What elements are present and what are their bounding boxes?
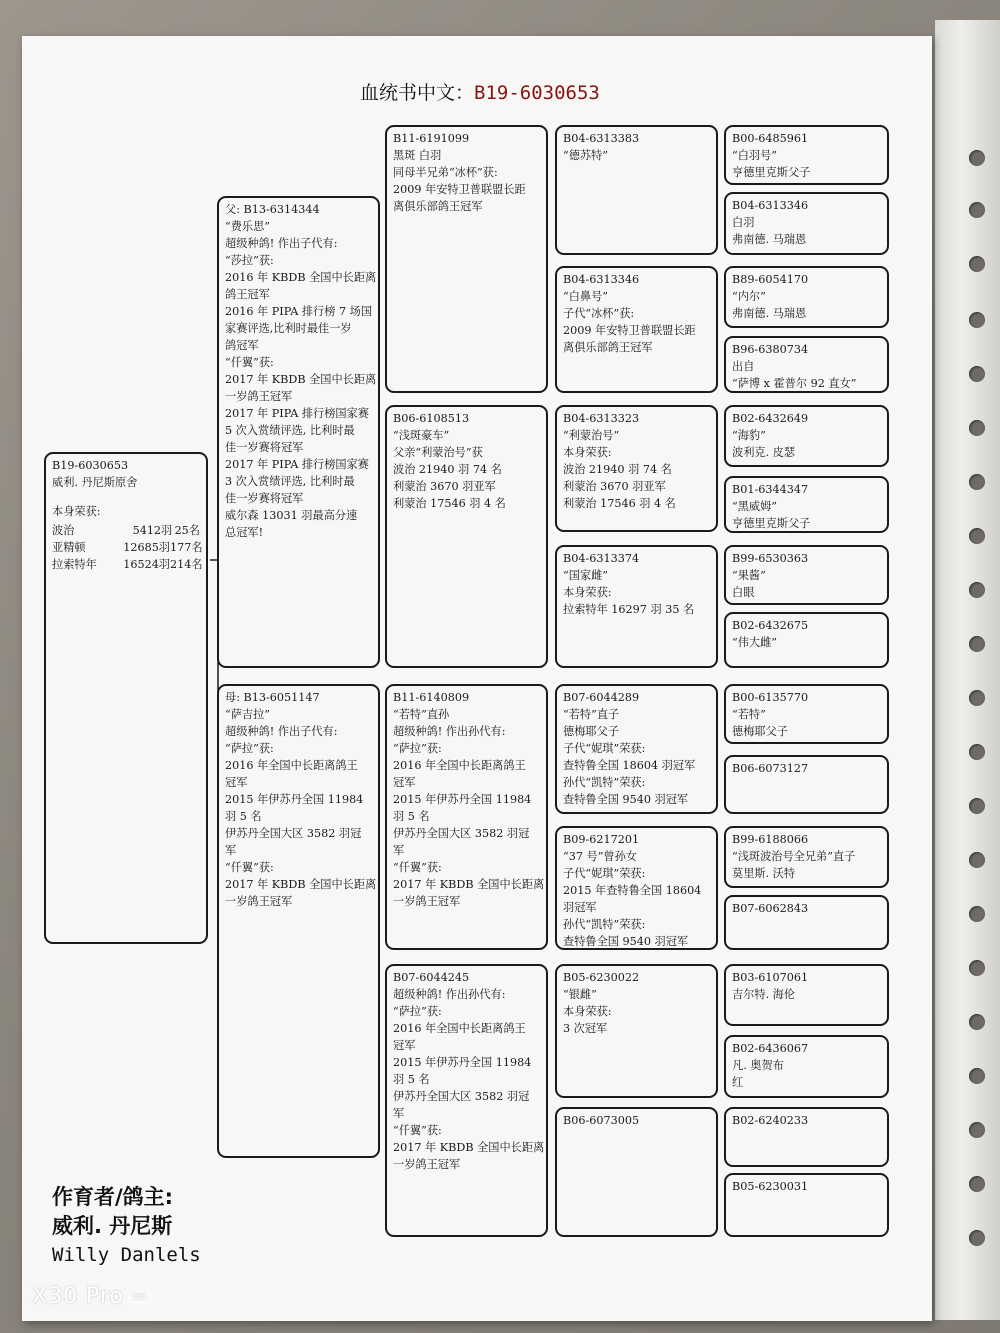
ring-number: B07-6062843 (732, 902, 809, 915)
sleeve-hole (969, 366, 985, 382)
sleeve-hole (969, 744, 985, 760)
pedigree-line: 吉尔特. 海伦 (732, 988, 796, 1001)
pedigree-line: “国家雌” (563, 569, 609, 582)
great-grandparent-box (555, 545, 718, 668)
placing: 25名 (174, 524, 200, 537)
pedigree-line: 羽 5 名 (393, 810, 430, 823)
great-grandparent-box (555, 684, 718, 814)
ring-number: B09-6217201 (563, 833, 640, 846)
ring-number: B96-6380734 (732, 343, 809, 356)
pedigree-line: 查特鲁全国 9540 羽冠军 (563, 793, 689, 806)
great-great-grandparent-box (724, 476, 889, 533)
sleeve-hole (969, 256, 985, 272)
bird-count: 16524羽 (123, 558, 170, 571)
sleeve-hole (969, 1122, 985, 1138)
great-great-grandparent-box (724, 1035, 889, 1098)
ring-number: B07-6044245 (393, 971, 470, 984)
pedigree-line: “萨拉”获: (393, 1005, 442, 1018)
ring-number: B02-6432675 (732, 619, 809, 632)
ring-number: B05-6230031 (732, 1180, 809, 1193)
pedigree-line: “37 号”曾孙女 (563, 850, 637, 863)
pedigree-line: 2016 年 PIPA 排行榜 7 场国 (225, 305, 373, 318)
title-label: 血统书中文： (360, 82, 475, 104)
pedigree-line: 2009 年安特卫普联盟长距 (393, 183, 526, 196)
great-great-grandparent-box (724, 895, 889, 950)
pedigree-line: 伊苏丹全国大区 3582 羽冠 (393, 827, 530, 840)
dam-box (217, 684, 380, 1158)
pedigree-line: 子代“妮琪”荣获: (563, 742, 646, 755)
pedigree-line: 一岁鸽王冠军 (225, 390, 293, 403)
pedigree-line: 羽 5 名 (393, 1073, 430, 1086)
pedigree-line: 凡. 奥贺布 (732, 1059, 784, 1072)
sleeve-hole (969, 636, 985, 652)
pedigree-line: 一岁鸽王冠军 (225, 895, 293, 908)
honor-row (52, 556, 203, 573)
pedigree-line: “浅斑波治号全兄弟”直子 (732, 850, 856, 863)
pedigree-line: 2017 年 PIPA 排行榜国家赛 (225, 458, 369, 471)
pedigree-line: 拉索特年 16297 羽 35 名 (563, 603, 695, 616)
great-great-grandparent-box (724, 125, 889, 185)
pedigree-line: 子代“冰杯”获: (563, 307, 635, 320)
ring-number: B00-6135770 (732, 691, 809, 704)
pedigree-line: 2016 年 KBDB 全国中长距离 (225, 271, 377, 284)
pedigree-line: 孙代“凯特”荣获: (563, 776, 646, 789)
sleeve-hole (969, 528, 985, 544)
sleeve-hole (969, 960, 985, 976)
sleeve-hole (969, 202, 985, 218)
ring-number: 父: B13-6314344 (225, 203, 320, 216)
ring-number: B99-6188066 (732, 833, 809, 846)
pedigree-line: 利蒙治 3670 羽亚军 (393, 480, 496, 493)
paternal-grandsire-box (385, 125, 548, 393)
race-name: 亚精顿 (52, 541, 86, 554)
great-great-grandparent-box (724, 755, 889, 814)
pedigree-line: “银雌” (563, 988, 597, 1001)
pedigree-line: 本身荣获: (563, 446, 612, 459)
title-ring-number: B19-6030653 (474, 82, 600, 104)
pedigree-line: 鸽冠军 (225, 339, 259, 352)
ring-number: B11-6140809 (393, 691, 470, 704)
pedigree-line: 2017 年 KBDB 全国中长距离 (225, 373, 377, 386)
ring-number: B02-6432649 (732, 412, 809, 425)
pedigree-line: 鸽王冠军 (225, 288, 270, 301)
pedigree-line: “白鼻号” (563, 290, 609, 303)
bird-count: 12685羽 (123, 541, 170, 554)
pedigree-line: 离俱乐部鸽王冠军 (393, 200, 483, 213)
pedigree-line: 本身荣获: (563, 1005, 612, 1018)
ring-number: B89-6054170 (732, 273, 809, 286)
pedigree-line: 2017 年 PIPA 排行榜国家赛 (225, 407, 369, 420)
pedigree-line: 德梅耶父子 (732, 725, 788, 738)
great-grandparent-box (555, 405, 718, 532)
sleeve-hole (969, 474, 985, 490)
pedigree-line: 波利克. 皮瑟 (732, 446, 796, 459)
great-grandparent-box (555, 826, 718, 950)
honor-row (52, 539, 203, 556)
sleeve-hole (969, 906, 985, 922)
pedigree-line: “若特” (732, 708, 766, 721)
great-great-grandparent-box (724, 684, 889, 744)
great-great-grandparent-box (724, 405, 889, 467)
pedigree-line: 军 (393, 1107, 405, 1120)
pedigree-line: “浅斑豪车” (393, 429, 450, 442)
pedigree-line: 2016 年全国中长距离鸽王 (393, 759, 526, 772)
pedigree-line: “仟翼”获: (225, 861, 274, 874)
placing: 214名 (170, 558, 203, 571)
pedigree-line: 查特鲁全国 9540 羽冠军 (563, 935, 689, 948)
ring-number: B06-6073005 (563, 1114, 640, 1127)
ring-number: B99-6530363 (732, 552, 809, 565)
pedigree-line: 利蒙治 3670 羽亚军 (563, 480, 666, 493)
pedigree-line: 2017 年 KBDB 全国中长距离 (393, 1141, 545, 1154)
pedigree-line: 羽冠军 (563, 901, 597, 914)
pedigree-line: 总冠军! (225, 526, 264, 539)
pedigree-line: 弗南德. 马瑞恩 (732, 233, 807, 246)
pedigree-line: 伊苏丹全国大区 3582 羽冠 (393, 1090, 530, 1103)
pedigree-line: 超级种鸽! 作出子代有: (225, 725, 338, 738)
maternal-grandsire-box (385, 684, 548, 950)
camera-watermark (32, 1284, 151, 1309)
pedigree-line: 出自 (732, 360, 755, 373)
ring-number: B11-6191099 (393, 132, 470, 145)
pedigree-line (52, 491, 200, 503)
pedigree-line: 冠军 (393, 776, 416, 789)
pedigree-line: “萨拉”获: (393, 742, 442, 755)
camera-model: X30 Pro (32, 1284, 124, 1309)
pedigree-line: 利蒙治 17546 羽 4 名 (393, 497, 506, 510)
ring-number: B02-6436067 (732, 1042, 809, 1055)
pedigree-line: 伊苏丹全国大区 3582 羽冠 (225, 827, 362, 840)
pedigree-line: “萨吉拉” (225, 708, 271, 721)
pedigree-line: 羽 5 名 (225, 810, 262, 823)
race-name: 波治 (52, 524, 75, 537)
pedigree-line: 2015 年伊苏丹全国 11984 (225, 793, 364, 806)
paternal-granddam-box (385, 405, 548, 668)
pedigree-line: 红 (732, 1076, 744, 1089)
plastic-sleeve (935, 20, 1000, 1320)
ring-number: B04-6313383 (563, 132, 640, 145)
pedigree-line: 白眼 (732, 586, 755, 599)
great-grandparent-box (555, 1107, 718, 1237)
sire-box (217, 196, 380, 668)
pedigree-line: 2009 年安特卫普联盟长距 (563, 324, 696, 337)
pedigree-line: 2015 年查特鲁全国 18604 (563, 884, 702, 897)
pedigree-line: 孙代“凯特”荣获: (563, 918, 646, 931)
ring-number: B19-6030653 (52, 459, 129, 472)
pedigree-line: 波治 21940 羽 74 名 (393, 463, 502, 476)
pedigree-line: 莫里斯. 沃特 (732, 867, 796, 880)
ring-number: 母: B13-6051147 (225, 691, 320, 704)
great-great-grandparent-box (724, 964, 889, 1026)
sleeve-hole (969, 1014, 985, 1030)
ring-number: B07-6044289 (563, 691, 640, 704)
sleeve-hole (969, 852, 985, 868)
pedigree-line: 子代“妮琪”荣获: (563, 867, 646, 880)
breeder-name-cn: 威利. 丹尼斯 (52, 1214, 173, 1238)
sleeve-hole (969, 1230, 985, 1246)
great-great-grandparent-box (724, 545, 889, 605)
pedigree-line: 2017 年 KBDB 全国中长距离 (225, 878, 377, 891)
great-grandparent-box (555, 964, 718, 1098)
ring-number: B04-6313374 (563, 552, 640, 565)
pedigree-line: 离俱乐部鸽王冠军 (563, 341, 653, 354)
pedigree-line: 查特鲁全国 18604 羽冠军 (563, 759, 696, 772)
great-great-grandparent-box (724, 336, 889, 393)
subject-pigeon-box (44, 452, 208, 944)
pedigree-line: 超级种鸽! 作出孙代有: (393, 725, 506, 738)
breeder-label: 作育者/鸽主: (52, 1185, 174, 1209)
pedigree-line: “德苏特” (563, 149, 609, 162)
ring-number: B03-6107061 (732, 971, 809, 984)
honor-row (52, 522, 200, 539)
pedigree-line: 超级种鸽! 作出子代有: (225, 237, 338, 250)
pedigree-line: “伟大雌” (732, 636, 778, 649)
great-grandparent-box (555, 125, 718, 255)
pedigree-line: 军 (225, 844, 237, 857)
ring-number: B00-6485961 (732, 132, 809, 145)
great-great-grandparent-box (724, 1173, 889, 1237)
pedigree-line: 2016 年全国中长距离鸽王 (225, 759, 358, 772)
great-great-grandparent-box (724, 826, 889, 888)
pedigree-line: “内尔” (732, 290, 766, 303)
sleeve-hole (969, 420, 985, 436)
breeder-name-en: Willy Danlels (52, 1244, 201, 1266)
pedigree-line: 同母半兄弟“冰杯”获: (393, 166, 498, 179)
pedigree-line: 3 次入赏绩评选, 比利时最 (225, 475, 355, 488)
pedigree-line: 本身荣获: (563, 586, 612, 599)
sleeve-hole (969, 150, 985, 166)
great-great-grandparent-box (724, 1107, 889, 1167)
pedigree-line: 2015 年伊苏丹全国 11984 (393, 793, 532, 806)
maternal-granddam-box (385, 964, 548, 1237)
pedigree-line: 本身荣获: (52, 505, 101, 518)
pedigree-line: 佳一岁赛将冠军 (225, 441, 304, 454)
sleeve-hole (969, 312, 985, 328)
sleeve-hole (969, 690, 985, 706)
pedigree-line: 超级种鸽! 作出孙代有: (393, 988, 506, 1001)
ring-number: B04-6313346 (563, 273, 640, 286)
pedigree-line: 2017 年 KBDB 全国中长距离 (393, 878, 545, 891)
pedigree-line: “萨拉”获: (225, 742, 274, 755)
pedigree-line: “果酱” (732, 569, 766, 582)
race-name: 拉索特年 (52, 558, 97, 571)
great-great-grandparent-box (724, 612, 889, 668)
pedigree-line: 白羽 (732, 216, 755, 229)
pedigree-line: “仟翼”获: (393, 1124, 442, 1137)
pedigree-line: 2015 年伊苏丹全国 11984 (393, 1056, 532, 1069)
bird-count: 5412羽 (132, 524, 173, 537)
pedigree-line: 德梅耶父子 (563, 725, 619, 738)
ring-number: B02-6240233 (732, 1114, 809, 1127)
pedigree-line: 军 (393, 844, 405, 857)
pedigree-line: 一岁鸽王冠军 (393, 1158, 461, 1171)
pedigree-line: “费乐思” (225, 220, 271, 233)
pedigree-line: 2016 年全国中长距离鸽王 (393, 1022, 526, 1035)
pedigree-line: “海豹” (732, 429, 766, 442)
pedigree-line: 5 次入赏绩评选, 比利时最 (225, 424, 355, 437)
pedigree-line: “利蒙治号” (563, 429, 620, 442)
pedigree-line: 利蒙治 17546 羽 4 名 (563, 497, 676, 510)
pedigree-line: 弗南德. 马瑞恩 (732, 307, 807, 320)
pedigree-line: “黑威姆” (732, 500, 778, 513)
pedigree-line: 黑斑 白羽 (393, 149, 442, 162)
ring-number: B04-6313346 (732, 199, 809, 212)
ring-number: B04-6313323 (563, 412, 640, 425)
ring-number: B01-6344347 (732, 483, 809, 496)
page-title (360, 78, 600, 105)
pedigree-line: 威利. 丹尼斯原舍 (52, 476, 138, 489)
pedigree-line: 波治 21940 羽 74 名 (563, 463, 672, 476)
great-grandparent-box (555, 266, 718, 393)
pedigree-line: “萨博 x 霍普尔 92 直女” (732, 377, 857, 390)
pedigree-line: “仟翼”获: (393, 861, 442, 874)
ring-number: B06-6108513 (393, 412, 470, 425)
ring-number: B06-6073127 (732, 762, 809, 775)
pedigree-line: “仟翼”获: (225, 356, 274, 369)
pedigree-line: 家赛评选,比利时最佳一岁 (225, 322, 352, 335)
pedigree-line: 冠军 (225, 776, 248, 789)
ring-number: B05-6230022 (563, 971, 640, 984)
sleeve-hole (969, 582, 985, 598)
pedigree-line: 亨德里克斯父子 (732, 517, 811, 530)
pedigree-line: 冠军 (393, 1039, 416, 1052)
breeder-owner (52, 1183, 201, 1270)
pedigree-line: “若特”直孙 (393, 708, 450, 721)
pedigree-line: “若特”直子 (563, 708, 620, 721)
great-great-grandparent-box (724, 266, 889, 328)
sleeve-hole (969, 1068, 985, 1084)
great-great-grandparent-box (724, 192, 889, 255)
pedigree-line: 一岁鸽王冠军 (393, 895, 461, 908)
5g-badge: 5G (128, 1291, 151, 1303)
sleeve-hole (969, 798, 985, 814)
placing: 177名 (170, 541, 203, 554)
pedigree-line: 父亲“利蒙治号”获 (393, 446, 483, 459)
pedigree-line: 3 次冠军 (563, 1022, 608, 1035)
pedigree-line: “莎拉”获: (225, 254, 274, 267)
sleeve-hole (969, 1176, 985, 1192)
pedigree-line: 亨德里克斯父子 (732, 166, 811, 179)
pedigree-line: 威尔森 13031 羽最高分速 (225, 509, 358, 522)
pedigree-line: “白羽号” (732, 149, 778, 162)
pedigree-line: 佳一岁赛将冠军 (225, 492, 304, 505)
